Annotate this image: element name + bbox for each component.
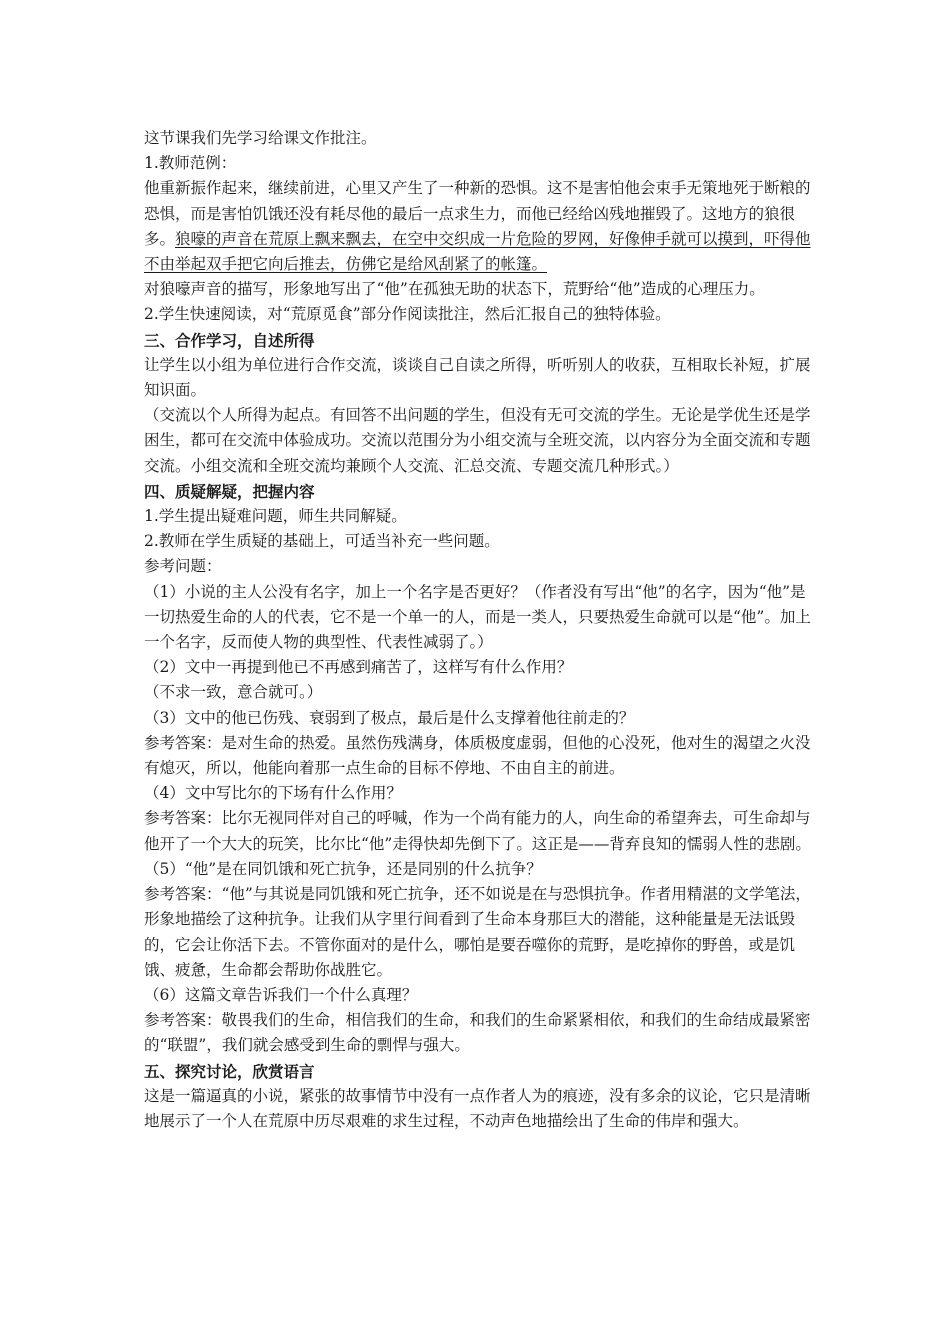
paragraph: （1）小说的主人公没有名字，加上一个名字是否更好？（作者没有写出“他”的名字，因为“他”是一切热爱生命的人的代表，它不是一个单一的人，而是一类人，只要热爱生命就可以是“他”。加上一个名字，反而使人物的典型性、代表性减弱了。） (144, 582, 811, 652)
section-heading: 五、探究讨论，欣赏语言 (144, 1061, 315, 1081)
paragraph: 1.学生提出疑难问题，师生共同解疑。 (144, 507, 407, 526)
document-page (144, 126, 816, 1134)
paragraph: （交流以个人所得为起点。有回答不出问题的学生，但没有无可交流的学生。无论是学优生还是学困生，都可在交流中体验成功。交流以范围分为小组交流与全班交流，以内容分为全面交流和专题交流。小组交流和全班交流均兼顾个人交流、汇总交流、专题交流几种形式。） (144, 406, 811, 475)
paragraph (144, 176, 816, 277)
paragraph: （4）文中写比尔的下场有什么作用？ (144, 784, 402, 803)
paragraph: （5）“他”是在同饥饿和死亡抗争，还是同别的什么抗争？ (144, 859, 542, 878)
paragraph: 这节课我们先学习给课文作批注。 (144, 129, 377, 147)
paragraph: 参考答案：敬畏我们的生命，相信我们的生命，和我们的生命紧紧相依，和我们的生命结成最紧密的“联盟”，我们就会感受到生命的剽悍与强大。 (144, 1011, 811, 1055)
paragraph: （6）这篇文章告诉我们一个什么真理？ (144, 985, 418, 1004)
underlined-quote: 狼嚎的声音在荒原上飘来飘去，在空中交织成一片危险的罗网，好像伸手就可以摸到，吓得他不由举起双手把它向后推去，仿佛它是给风刮紧了的帐篷。 (144, 229, 811, 274)
paragraph: 让学生以小组为单位进行合作交流，谈谈自己自读之所得，听听别人的收获，互相取长补短，扩展知识面。 (144, 355, 811, 400)
paragraph-text: 他重新振作起来，继续前进，心里又产生了一种新的恐惧。这不是害怕他会束手无策地死于断粮的恐惧，而是害怕饥饿还没有耗尽他的最后一点求生力，而他已经给凶残地摧毁了。这地方的狼很多。 (144, 179, 811, 248)
paragraph: 参考答案：比尔无视同伴对自己的呼喊，作为一个尚有能力的人，向生命的希望奔去，可生命却与他开了一个大大的玩笑，比尔比“他”走得快却先倒下了。这正是——背弃良知的懦弱人性的悲剧。 (144, 809, 811, 853)
paragraph: 参考答案：是对生命的热爱。虽然伤残满身，体质极度虚弱，但他的心没死，他对生的渴望之火没有熄灭，所以，他能向着那一点生命的目标不停地、不由自主的前进。 (144, 733, 811, 778)
paragraph: （不求一致，意合就可。） (144, 683, 323, 702)
paragraph: 对狼嚎声音的描写，形象地写出了“他”在孤独无助的状态下，荒野给“他”造成的心理压力。 (144, 280, 765, 299)
paragraph: 1.教师范例： (144, 154, 237, 173)
paragraph: （2）文中一再提到他已不再感到痛苦了，这样写有什么作用？ (144, 658, 573, 677)
section-heading: 四、质疑解疑，把握内容 (144, 481, 315, 501)
paragraph: 2.教师在学生质疑的基础上，可适当补充一些问题。 (144, 532, 500, 551)
paragraph: 这是一篇逼真的小说，紧张的故事情节中没有一点作者人为的痕迹，没有多余的议论，它只是清晰地展示了一个人在荒原中历尽艰难的求生过程，不动声色地描绘出了生命的伟岸和强大。 (144, 1086, 811, 1130)
paragraph: 参考答案：“他”与其说是同饥饿和死亡抗争，还不如说是在与恐惧抗争。作者用精湛的文学笔法，形象地描绘了这种抗争。让我们从字里行间看到了生命本身那巨大的潜能，这种能量是无法诋毁的，它会让你活下去。不管你面对的是什么，哪怕是要吞噬你的荒野，是吃掉你的野兽，或是饥饿、疲惫，生命都会帮助你战胜它。 (144, 885, 811, 979)
paragraph: （3）文中的他已伤残、衰弱到了极点，最后是什么支撑着他往前走的？ (144, 708, 635, 727)
paragraph: 参考问题： (144, 557, 222, 576)
paragraph: 2.学生快速阅读，对“荒原觅食”部分作阅读批注，然后汇报自己的独特体验。 (144, 305, 671, 324)
section-heading: 三、合作学习，自述所得 (144, 330, 315, 350)
